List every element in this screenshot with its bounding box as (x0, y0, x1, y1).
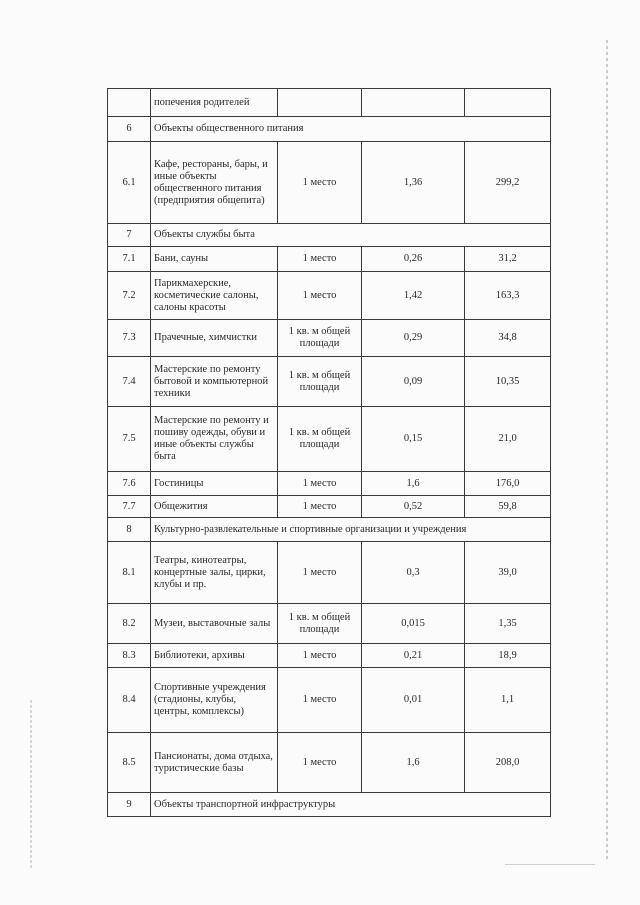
unit-cell: 1 кв. м общей площади (278, 407, 362, 472)
value-cell: 18,9 (465, 644, 551, 668)
value-cell: 1,6 (362, 472, 465, 496)
unit-cell: 1 место (278, 733, 362, 793)
unit-cell: 1 место (278, 142, 362, 224)
object-name: Прачечные, химчистки (151, 320, 278, 357)
section-title: Объекты транспортной инфраструктуры (151, 793, 551, 817)
unit-cell: 1 кв. м общей площади (278, 320, 362, 357)
value-cell: 299,2 (465, 142, 551, 224)
table-row (108, 142, 551, 224)
value-cell: 0,26 (362, 247, 465, 272)
object-name: Музеи, выставочные залы (151, 604, 278, 644)
unit-cell (278, 89, 362, 117)
value-cell: 21,0 (465, 407, 551, 472)
section-number: 7 (108, 224, 151, 247)
object-name: Парикмахерские, косметические салоны, салоны красоты (151, 272, 278, 320)
table-row (108, 320, 551, 357)
value-cell: 59,8 (465, 496, 551, 518)
value-cell: 1,42 (362, 272, 465, 320)
scan-edge-mark (30, 700, 32, 870)
unit-cell: 1 место (278, 272, 362, 320)
value-cell: 1,1 (465, 668, 551, 733)
value-cell: 0,52 (362, 496, 465, 518)
value-cell: 1,36 (362, 142, 465, 224)
scan-edge-mark (606, 40, 608, 860)
unit-cell: 1 кв. м общей площади (278, 357, 362, 407)
value-cell: 39,0 (465, 542, 551, 604)
value-cell: 0,015 (362, 604, 465, 644)
row-number: 7.4 (108, 357, 151, 407)
section-row (108, 793, 551, 817)
object-name: Кафе, рестораны, бары, и иные объекты общественного питания (предприятия общепита) (151, 142, 278, 224)
row-number: 7.1 (108, 247, 151, 272)
object-name: Спортивные учреждения (стадионы, клубы, центры, комплексы) (151, 668, 278, 733)
unit-cell: 1 место (278, 668, 362, 733)
table-row (108, 644, 551, 668)
row-number: 7.7 (108, 496, 151, 518)
row-number: 7.2 (108, 272, 151, 320)
value-cell (465, 89, 551, 117)
table-row (108, 472, 551, 496)
table-row (108, 407, 551, 472)
unit-cell: 1 место (278, 542, 362, 604)
unit-cell: 1 кв. м общей площади (278, 604, 362, 644)
table-row (108, 496, 551, 518)
object-name: Бани, сауны (151, 247, 278, 272)
unit-cell: 1 место (278, 472, 362, 496)
table-row (108, 247, 551, 272)
object-name: Мастерские по ремонту бытовой и компьютерной техники (151, 357, 278, 407)
section-title: Объекты службы быта (151, 224, 551, 247)
value-cell: 0,09 (362, 357, 465, 407)
value-cell: 31,2 (465, 247, 551, 272)
section-number: 8 (108, 518, 151, 542)
section-number: 6 (108, 117, 151, 142)
row-number: 7.6 (108, 472, 151, 496)
value-cell: 163,3 (465, 272, 551, 320)
row-number: 7.5 (108, 407, 151, 472)
section-row (108, 518, 551, 542)
value-cell: 176,0 (465, 472, 551, 496)
value-cell: 34,8 (465, 320, 551, 357)
value-cell: 0,15 (362, 407, 465, 472)
object-name: попечения родителей (151, 89, 278, 117)
table-row (108, 542, 551, 604)
section-title: Культурно-развлекательные и спортивные организации и учреждения (151, 518, 551, 542)
object-name: Библиотеки, архивы (151, 644, 278, 668)
norms-table (107, 88, 551, 817)
row-number: 8.4 (108, 668, 151, 733)
object-name: Гостиницы (151, 472, 278, 496)
unit-cell: 1 место (278, 644, 362, 668)
section-row (108, 224, 551, 247)
value-cell: 1,35 (465, 604, 551, 644)
section-title: Объекты общественного питания (151, 117, 551, 142)
row-number: 8.5 (108, 733, 151, 793)
table-row (108, 357, 551, 407)
row-number: 8.2 (108, 604, 151, 644)
value-cell: 0,01 (362, 668, 465, 733)
row-number: 7.3 (108, 320, 151, 357)
table-row (108, 89, 551, 117)
object-name: Мастерские по ремонту и пошиву одежды, обуви и иные объекты службы быта (151, 407, 278, 472)
row-number: 8.3 (108, 644, 151, 668)
section-row (108, 117, 551, 142)
value-cell: 208,0 (465, 733, 551, 793)
value-cell: 10,35 (465, 357, 551, 407)
scan-edge-mark (505, 864, 595, 865)
value-cell (362, 89, 465, 117)
table-row (108, 604, 551, 644)
row-number: 8.1 (108, 542, 151, 604)
value-cell: 0,21 (362, 644, 465, 668)
table-row (108, 272, 551, 320)
object-name: Пансионаты, дома отдыха, туристические базы (151, 733, 278, 793)
value-cell: 0,29 (362, 320, 465, 357)
row-number (108, 89, 151, 117)
table-row (108, 733, 551, 793)
value-cell: 0,3 (362, 542, 465, 604)
table-row (108, 668, 551, 733)
unit-cell: 1 место (278, 247, 362, 272)
object-name: Театры, кинотеатры, концертные залы, цирки, клубы и пр. (151, 542, 278, 604)
value-cell: 1,6 (362, 733, 465, 793)
row-number: 6.1 (108, 142, 151, 224)
section-number: 9 (108, 793, 151, 817)
object-name: Общежития (151, 496, 278, 518)
unit-cell: 1 место (278, 496, 362, 518)
